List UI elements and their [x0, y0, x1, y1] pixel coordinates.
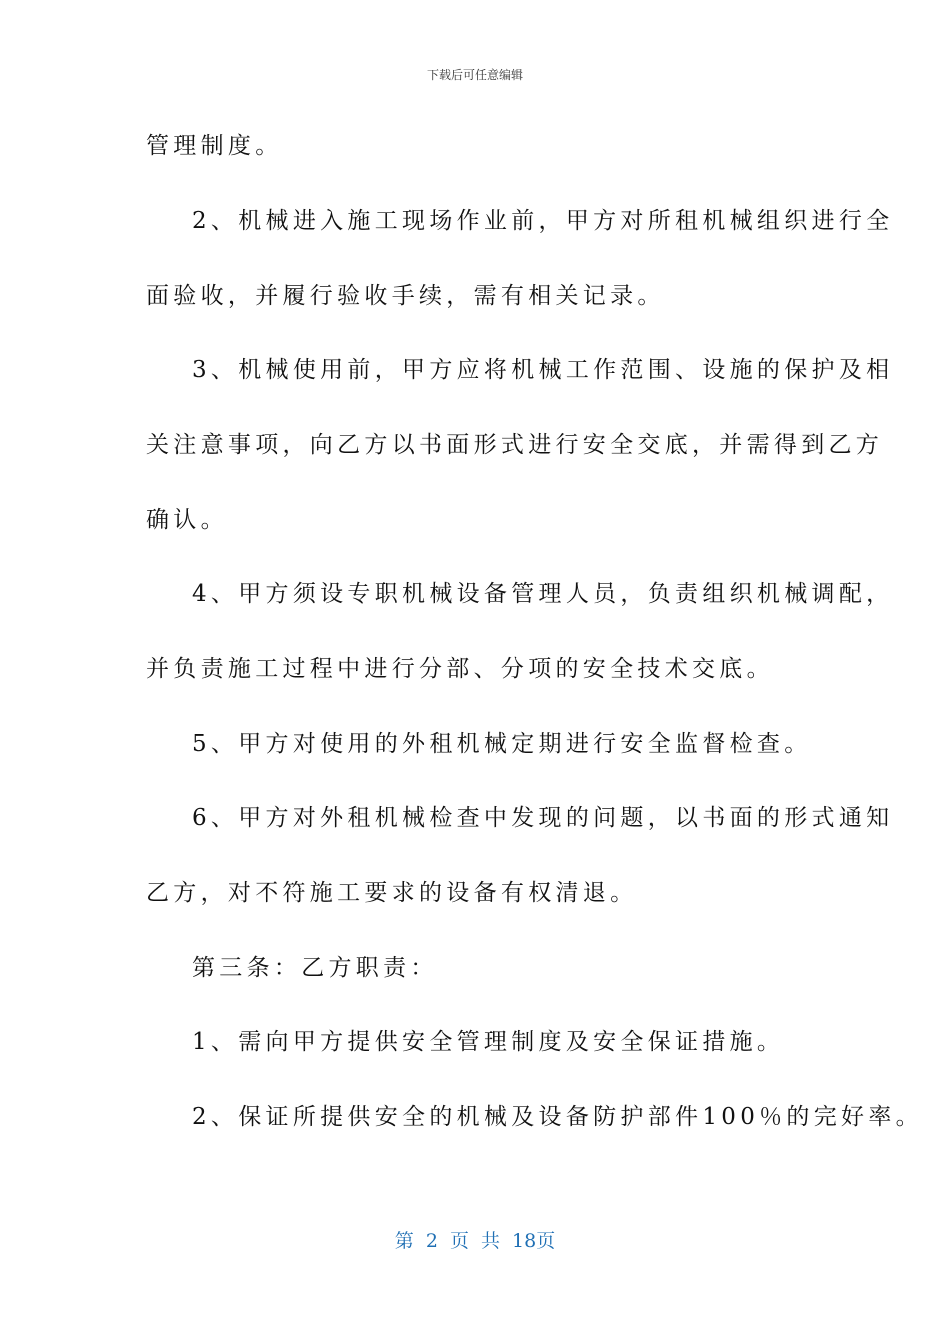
text-line: 1、需向甲方提供安全管理制度及安全保证措施。 — [192, 1029, 785, 1055]
text-line: 2、保证所提供安全的机械及设备防护部件100％的完好率。 — [192, 1104, 923, 1130]
text-line: 管理制度。 — [146, 133, 283, 159]
page-header-note: 下载后可任意编辑 — [426, 68, 523, 82]
text-line: 6、甲方对外租机械检查中发现的问题，以书面的形式通知 — [192, 805, 894, 831]
text-line: 5、甲方对使用的外租机械定期进行安全监督检查。 — [192, 731, 812, 757]
page-number-footer: 第 2 页 共 18页 — [394, 1230, 556, 1252]
text-line: 3、机械使用前，甲方应将机械工作范围、设施的保护及相 — [192, 357, 894, 383]
text-line: 关注意事项，向乙方以书面形式进行安全交底，并需得到乙方 — [146, 432, 884, 458]
section-heading: 第三条：乙方职责： — [192, 955, 438, 981]
text-line: 乙方，对不符施工要求的设备有权清退。 — [146, 880, 638, 906]
text-line: 确认。 — [146, 507, 228, 533]
text-line: 4、甲方须设专职机械设备管理人员，负责组织机械调配， — [192, 581, 894, 607]
text-line: 并负责施工过程中进行分部、分项的安全技术交底。 — [146, 656, 774, 682]
text-line: 2、机械进入施工现场作业前，甲方对所租机械组织进行全 — [192, 208, 894, 234]
text-line: 面验收，并履行验收手续，需有相关记录。 — [146, 283, 665, 309]
